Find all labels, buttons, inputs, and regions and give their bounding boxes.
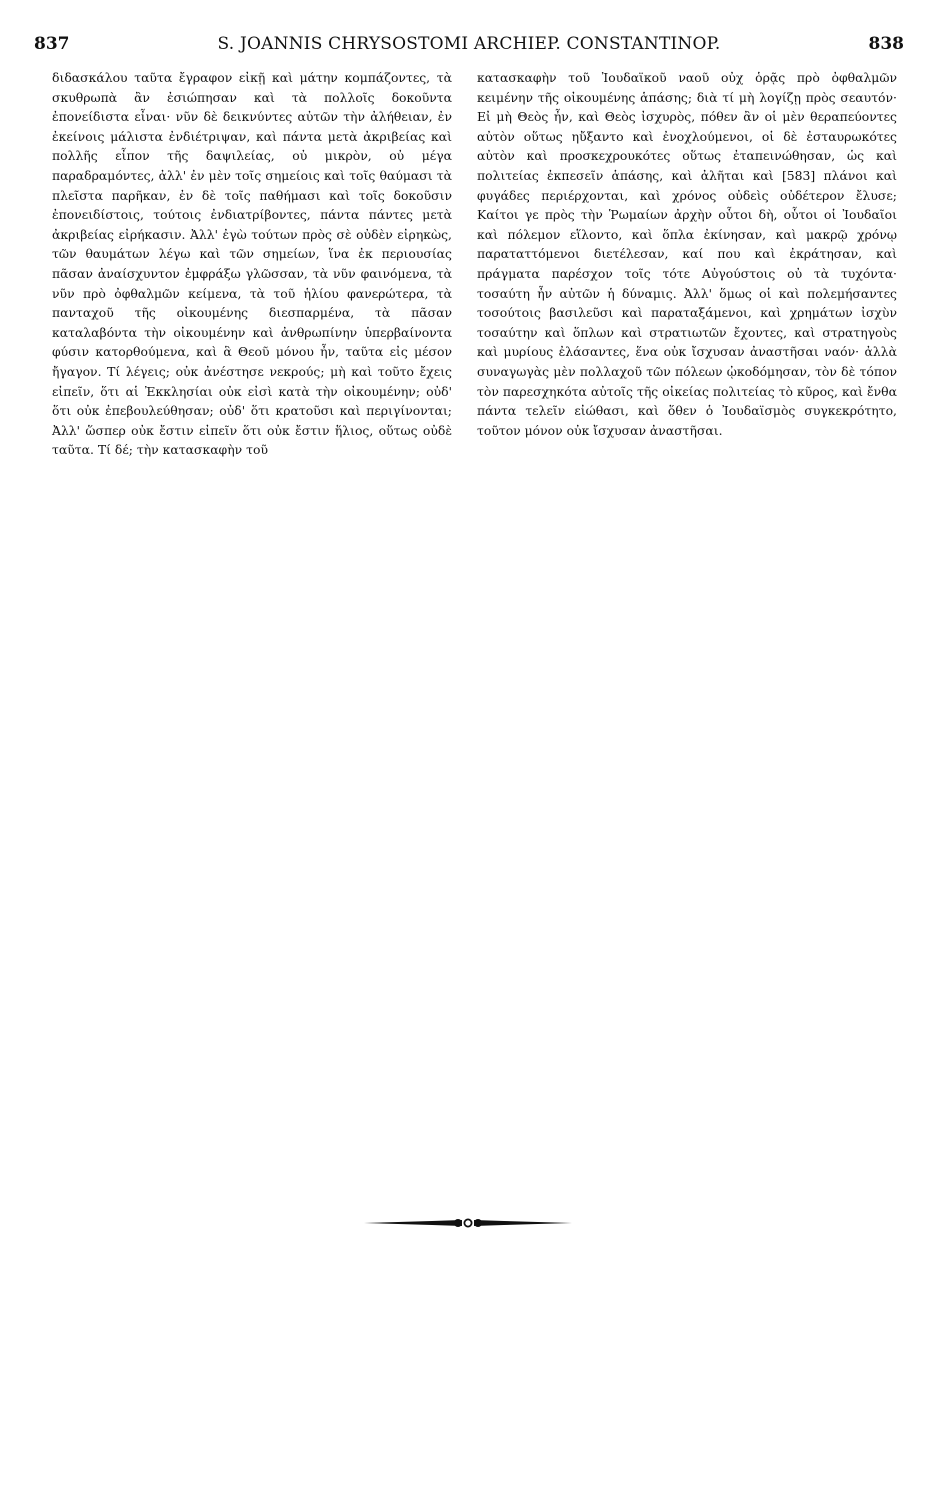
page-header [34, 34, 904, 62]
running-title: S. JOANNIS CHRYSOSTOMI ARCHIEP. CONSTANTINOP. [217, 34, 721, 54]
right-column-text: κατασκαφὴν τοῦ Ἰουδαϊκοῦ ναοῦ οὐχ ὁρᾷς πρὸ ὀφθαλμῶν κειμένην τῆς οἰκουμένης ἁπάσης; διὰ τί μὴ λογίζῃ πρὸς σεαυτόν· Εἰ μὴ Θεὸς ἦν, καὶ Θεὸς ἰσχυρὸς, πόθεν ἂν οἱ μὲν θεραπεύοντες αὐτὸν οὕτως ηὔξαντο καὶ ἐνοχλούμενοι, οἱ δὲ ἐσταυρωκότες αὐτὸν καὶ προσκεχρουκότες οὕτως ἐταπεινώθησαν, ὡς καὶ πολιτείας ἐκπεσεῖν ἁπάσης, καὶ ἀλῆται καὶ [583] πλάνοι καὶ φυγάδες περιέρχονται, καὶ χρόνος οὐδεὶς οὐδέτερον ἔλυσε; Καίτοι γε πρὸς τὴν Ῥωμαίων ἀρχὴν οὗτοι δὴ, οὗτοι οἱ Ἰουδαῖοι καὶ πόλεμον εἵλοντο, καὶ ὅπλα ἐκίνησαν, καὶ μακρῷ χρόνῳ παραταττόμενοι διετέλεσαν, καί που καὶ ἐκράτησαν, καὶ πράγματα παρέσχον τοῖς τότε Αὐγούστοις οὐ τὰ τυχόντα· τοσαύτη ἦν αὐτῶν ἡ δύναμις. Ἀλλ' ὅμως οἱ καὶ πολεμήσαντες τοσούτοις βασιλεῦσι καὶ παραταξάμενοι, καὶ χρημάτων ἰσχὺν τοσαύτην καὶ ὅπλων καὶ στρατιωτῶν ἔχοντες, καὶ στρατηγοὺς καὶ μυρίους ἐλάσαντες, ἕνα οὐκ ἴσχυσαν ἀναστῆσαι ναόν· ἀλλὰ συναγωγὰς μὲν πολλαχοῦ τῶν πόλεων ᾠκοδόμησαν, τὸν δὲ τόπον τὸν παρεσχηκότα αὐτοῖς τῆς οἰκείας πολιτείας τὸ κῦρος, καὶ ἔνθα πάντα τελεῖν εἰώθασι, καὶ ὅθεν ὁ Ἰουδαϊσμὸς συγκεκρότητο, τοῦτον μόνον οὐκ ἴσχυσαν ἀναστῆσαι. [477, 70, 897, 438]
right-column [477, 68, 897, 440]
right-page-number: 838 [868, 34, 904, 54]
left-column-text: διδασκάλου ταῦτα ἔγραφον εἰκῇ καὶ μάτην κομπάζοντες, τὰ σκυθρωπὰ ἂν ἐσιώπησαν καὶ τὰ πολλοῖς δοκοῦντα ἐπονείδιστα εἶναι· νῦν δὲ δεικνύντες αὐτῶν τὴν ἀλήθειαν, ἐν ἐκείνοις μάλιστα ἐνδιέτριψαν, καὶ πάντα μετὰ ἀκριβείας καὶ πολλῆς εἶπον τῆς δαψιλείας, οὐ μικρὸν, οὐ μέγα παραδραμόντες, ἀλλ' ἐν μὲν τοῖς σημείοις καὶ τοῖς θαύμασι τὰ πλεῖστα παρῆκαν, ἐν δὲ τοῖς παθήμασι καὶ τοῖς δοκοῦσιν ἐπονειδίστοις, τούτοις ἐνδιατρίβοντες, πάντα πάντες μετὰ ἀκριβείας εἰρήκασιν. Ἀλλ' ἐγὼ τούτων πρὸς σὲ οὐδὲν εἰρηκὼς, τῶν θαυμάτων λέγω καὶ τῶν σημείων, ἵνα ἐκ περιουσίας πᾶσαν ἀναίσχυντον ἐμφράξω γλῶσσαν, τὰ νῦν φαινόμενα, τὰ νῦν πρὸ ὀφθαλμῶν κείμενα, τὰ τοῦ ἡλίου φανερώτερα, τὰ πανταχοῦ τῆς οἰκουμένης διεσπαρμένα, τὰ πᾶσαν καταλαβόντα τὴν οἰκουμένην καὶ ἀνθρωπίνην ὑπερβαίνοντα φύσιν κατορθούμενα, καὶ ἃ Θεοῦ μόνου ἦν, ταῦτα εἰς μέσον ἤγαγον. Τί λέγεις; οὐκ ἀνέστησε νεκρούς; μὴ καὶ τοῦτο ἔχεις εἰπεῖν, ὅτι αἱ Ἐκκλησίαι οὐκ εἰσὶ κατὰ τὴν οἰκουμένην; οὐδ' ὅτι οὐκ ἐπεβουλεύθησαν; οὐδ' ὅτι κρατοῦσι καὶ περιγίνονται; Ἀλλ' ὥσπερ οὐκ ἔστιν εἰπεῖν ὅτι οὐκ ἔστιν ἥλιος, οὕτως οὐδὲ ταῦτα. Τί δέ; τὴν κατασκαφὴν τοῦ [52, 70, 452, 458]
left-column [52, 68, 452, 460]
left-page-number: 837 [34, 34, 70, 54]
end-ornament-icon [362, 1216, 574, 1230]
